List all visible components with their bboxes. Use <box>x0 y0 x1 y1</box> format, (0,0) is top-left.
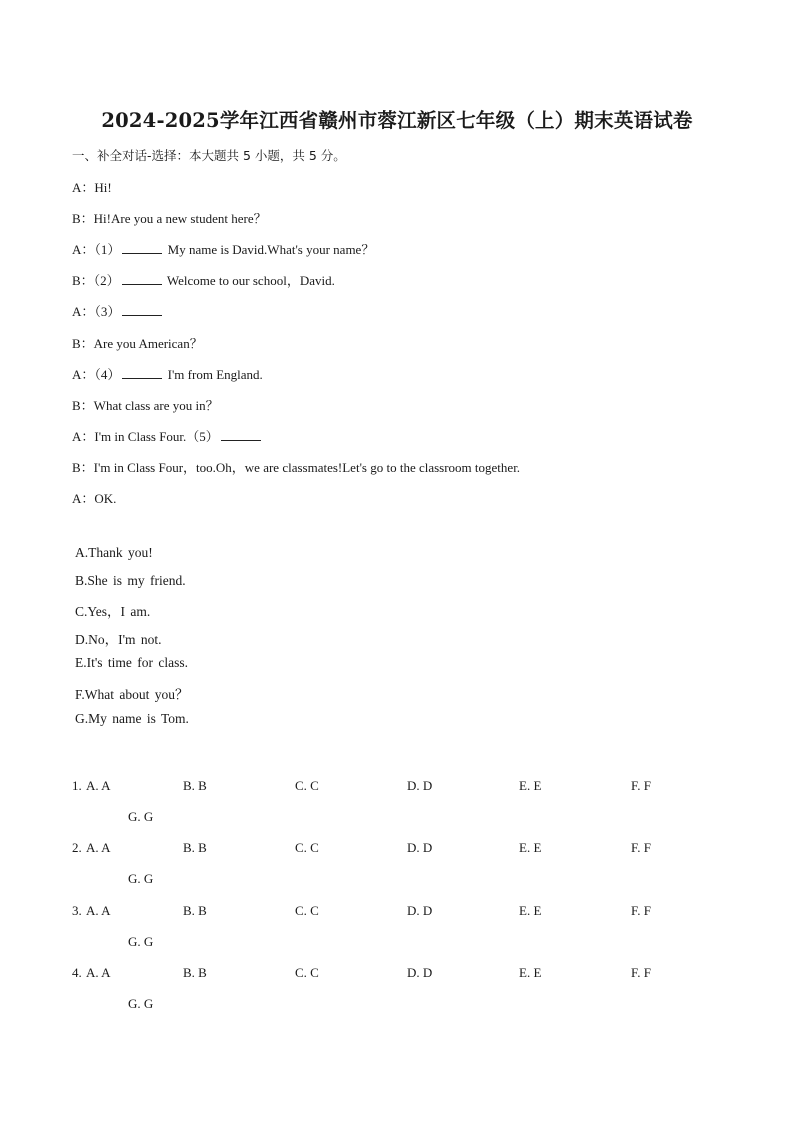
choice-option[interactable]: G. G <box>128 809 154 824</box>
question-row-continued <box>72 871 772 889</box>
dialogue-text: B：（2） <box>72 273 120 289</box>
dialogue-line <box>72 208 267 227</box>
choice-option[interactable]: A. A <box>86 964 111 980</box>
choice-option[interactable]: D. D <box>407 902 433 918</box>
dialogue-text: A：Hi! <box>72 180 112 195</box>
option-item: F.What about you？ <box>75 687 189 702</box>
question-number: 2. <box>72 840 82 856</box>
choice-option[interactable]: F. F <box>631 778 651 793</box>
dialogue-text: A：（3） <box>72 304 121 320</box>
choice-option[interactable]: D. D <box>407 778 433 793</box>
question-row-continued <box>72 996 772 1014</box>
question-row <box>72 965 772 983</box>
choice-option[interactable]: C. C <box>295 778 319 793</box>
dialogue-text: B：Hi!Are you a new student here？ <box>72 211 267 227</box>
choice-option[interactable]: C. C <box>295 902 319 918</box>
dialogue-text: A：（4） <box>72 366 121 382</box>
option-item: B.She is my friend. <box>75 572 186 588</box>
choice-option[interactable]: E. E <box>519 964 542 980</box>
option-item: A.Thank you! <box>75 545 153 560</box>
choice-option[interactable]: F. F <box>631 840 651 856</box>
choice-option[interactable]: A. A <box>86 778 111 793</box>
answer-blank[interactable] <box>122 241 162 254</box>
option-item: E.It's time for class. <box>75 655 189 671</box>
choice-option[interactable]: A. A <box>86 840 111 856</box>
dialogue-line <box>72 426 263 445</box>
question-number: 4. <box>72 964 82 980</box>
answer-blank[interactable] <box>122 366 162 379</box>
dialogue-line <box>72 239 374 258</box>
question-row <box>72 903 772 921</box>
dialogue-line <box>72 270 335 289</box>
choice-option[interactable]: G. G <box>128 871 154 887</box>
choice-option[interactable]: F. F <box>631 964 651 980</box>
dialogue-text: B：I'm in Class Four，too.Oh，we are classmates!Let's go to the classroom together. <box>72 459 521 475</box>
option-item: G.My name is Tom. <box>75 710 189 726</box>
dialogue-text: A：I'm in Class Four.（5） <box>72 428 219 444</box>
dialogue-line <box>72 301 164 320</box>
answer-blank[interactable] <box>122 303 162 316</box>
dialogue-text: A：OK. <box>72 491 117 506</box>
choice-option[interactable]: C. C <box>295 964 319 980</box>
choice-option[interactable]: B. B <box>183 964 207 980</box>
choice-option[interactable]: D. D <box>407 964 433 980</box>
answer-blank[interactable] <box>221 428 261 441</box>
choice-option[interactable]: F. F <box>631 902 651 918</box>
choice-option[interactable]: E. E <box>519 902 542 918</box>
answer-blank[interactable] <box>122 272 162 285</box>
choice-option[interactable]: G. G <box>128 933 154 949</box>
dialogue-text: Welcome to our school，David. <box>163 273 335 289</box>
choice-option[interactable]: B. B <box>183 902 207 918</box>
question-row <box>72 778 772 796</box>
choice-option[interactable]: B. B <box>183 840 207 856</box>
dialogue-line <box>72 488 116 507</box>
question-row <box>72 840 772 858</box>
choice-option[interactable]: D. D <box>407 840 433 856</box>
question-row-continued <box>72 934 772 952</box>
dialogue-line <box>72 364 263 383</box>
choice-option[interactable]: E. E <box>519 840 542 856</box>
dialogue-line <box>72 177 112 196</box>
question-number: 1. <box>72 778 82 793</box>
choice-option[interactable]: B. B <box>183 778 207 793</box>
dialogue-text: I'm from England. <box>164 366 263 382</box>
dialogue-text: B：Are you American？ <box>72 335 203 351</box>
question-row-continued <box>72 809 772 827</box>
choice-option[interactable]: C. C <box>295 840 319 856</box>
choice-option[interactable]: G. G <box>128 995 154 1011</box>
option-item: D.No，I'm not. <box>75 631 162 647</box>
dialogue-line <box>72 333 203 352</box>
dialogue-text: My name is David.What's your name？ <box>164 242 375 258</box>
dialogue-text: B：What class are you in？ <box>72 397 219 413</box>
dialogue-text: A：（1） <box>72 242 121 258</box>
page-title: 2024-2025学年江西省赣州市蓉江新区七年级（上）期末英语试卷 <box>101 109 693 132</box>
question-number: 3. <box>72 902 82 918</box>
choice-option[interactable]: A. A <box>86 902 111 918</box>
option-item: C.Yes，I am. <box>75 604 151 620</box>
choice-option[interactable]: E. E <box>519 778 542 793</box>
dialogue-line <box>72 395 219 414</box>
dialogue-line <box>72 457 520 476</box>
section-heading: 一、补全对话-选择：本大题共 5 小题，共 5 分。 <box>72 148 346 163</box>
